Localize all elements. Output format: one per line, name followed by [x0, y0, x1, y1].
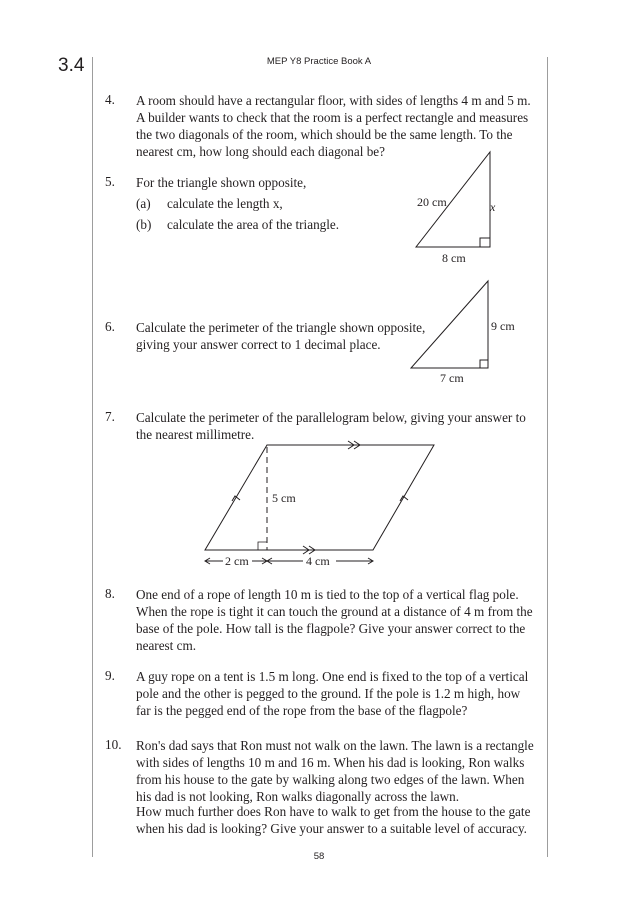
hypotenuse-label: 20 cm	[417, 195, 447, 209]
parallelogram-diagram	[190, 438, 450, 568]
part-b-text: calculate the area of the triangle.	[167, 217, 340, 232]
height-label: 5 cm	[272, 491, 296, 505]
offset-label: 2 cm	[225, 554, 249, 568]
side-x-label: x	[490, 200, 496, 214]
question-4-text: A room should have a rectangular floor, with sides of lengths 4 m and 5 m. A builder wants to check that the room is a perfect rectangle and measures the two diagonals of the room, which should be the same length. To the nearest cm, how long should each diagonal be?	[136, 93, 531, 159]
question-number: 9.	[105, 668, 115, 683]
question-5-text: For the triangle shown opposite,	[136, 175, 307, 190]
question-8-text: One end of a rope of length 10 m is tied to the top of a vertical flag pole. When the rope is tight it can touch the ground at a distance of 4 m from the base of the pole. How tall is the flagpole? Give your answer correct to the nearest cm.	[136, 587, 533, 653]
page-number: 58	[313, 851, 325, 862]
part-label: (a)	[136, 196, 151, 211]
parallel-mark-right	[400, 496, 408, 501]
base-label: 8 cm	[442, 251, 466, 265]
question-number: 5.	[105, 174, 115, 189]
base-label: 4 cm	[306, 554, 330, 568]
parallelogram	[205, 445, 434, 550]
question-number: 10.	[105, 737, 122, 752]
triangle-q6	[411, 281, 488, 368]
height-label: 9 cm	[491, 319, 515, 333]
question-7-text: Calculate the perimeter of the parallelogram below, giving your answer to the nearest millimetre.	[136, 410, 526, 442]
book-title: MEP Y8 Practice Book A	[266, 56, 372, 67]
section-number: 3.4	[58, 55, 85, 76]
question-number: 6.	[105, 319, 115, 334]
triangle-q6-diagram	[400, 278, 530, 388]
part-label: (b)	[136, 217, 152, 232]
question-number: 4.	[105, 92, 115, 107]
right-angle-marker	[480, 238, 490, 247]
right-angle-marker	[480, 360, 488, 368]
question-number: 7.	[105, 409, 115, 424]
question-number: 8.	[105, 586, 115, 601]
parallel-mark-left	[232, 496, 240, 501]
right-angle-marker	[258, 542, 267, 550]
left-margin-rule	[92, 57, 93, 857]
question-9-text: A guy rope on a tent is 1.5 m long. One end is fixed to the top of a vertical pole and the other is pegged to the ground. If the pole is 1.2 m high, how far is the pegged end of the rope from the base of the flagpole?	[136, 669, 529, 718]
triangle-q5-diagram	[400, 148, 520, 270]
part-a-text: calculate the length x,	[167, 196, 283, 211]
question-6-text: Calculate the perimeter of the triangle shown opposite, giving your answer correct to 1 decimal place.	[136, 320, 426, 352]
question-10-followup: How much further does Ron have to walk to get from the house to the gate when his dad is looking? Give your answer to a suitable level of accuracy.	[136, 804, 531, 836]
base-label: 7 cm	[440, 371, 464, 385]
question-10-text: Ron's dad says that Ron must not walk on the lawn. The lawn is a rectangle with sides of lengths 10 m and 16 m. When his dad is looking, Ron walks from his house to the gate by walking along two edges of the lawn. When his dad is not looking, Ron walks diagonally across the lawn.	[136, 738, 534, 804]
right-margin-rule	[547, 57, 548, 857]
